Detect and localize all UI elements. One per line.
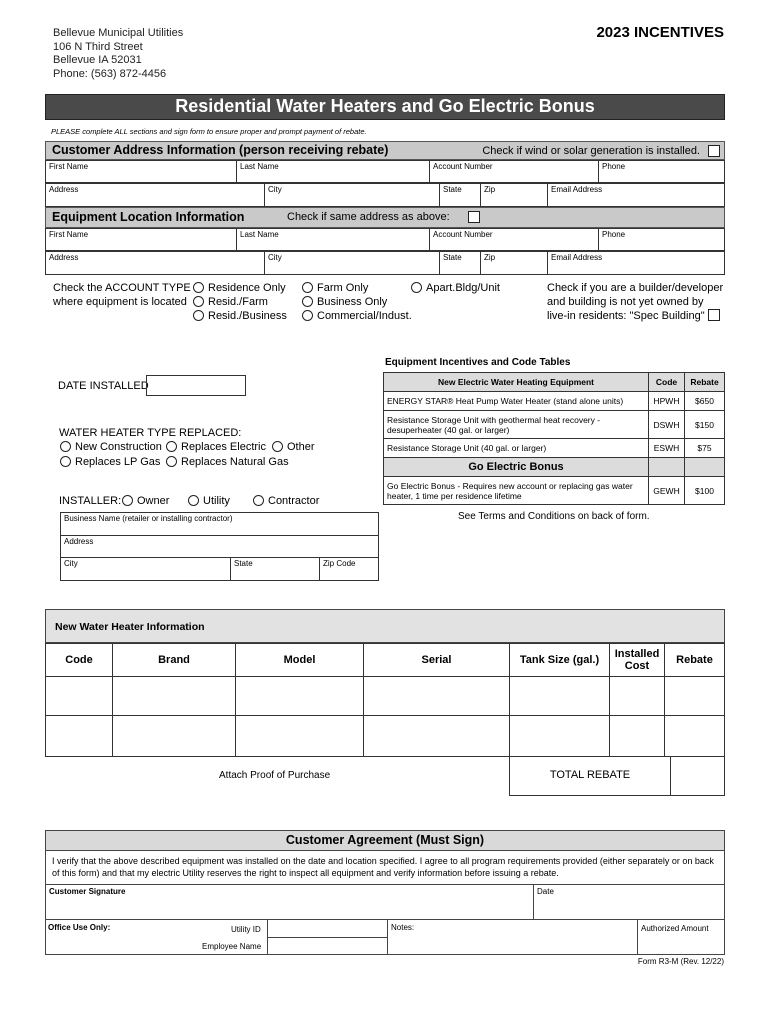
instructions-text: PLEASE complete ALL sections and sign form to ensure proper and prompt payment of rebate. <box>51 127 367 136</box>
incentive-header-equipment: New Electric Water Heating Equipment <box>384 373 649 392</box>
account-type-business-only[interactable] <box>302 296 387 308</box>
incentive-header-rebate: Rebate <box>685 373 725 392</box>
rebate-cell[interactable] <box>665 716 725 757</box>
option-label: Replaces LP Gas <box>75 456 161 468</box>
wind-solar-checkbox[interactable] <box>708 145 720 157</box>
option-label: Resid./Business <box>208 310 287 322</box>
customer-address-header <box>45 141 725 160</box>
heater-type-replaces-lp-gas[interactable] <box>60 456 160 468</box>
option-label: Residence Only <box>208 282 286 294</box>
incentive-row <box>384 477 725 505</box>
incentive-table-title: Equipment Incentives and Code Tables <box>385 357 571 368</box>
field-label: Address <box>64 537 94 546</box>
installed-cost-cell[interactable] <box>610 677 665 716</box>
utility-id-label: Utility ID <box>231 925 261 934</box>
notes-field[interactable] <box>387 920 638 955</box>
option-label: Commercial/Indust. <box>317 310 412 322</box>
customer-phone-field[interactable] <box>598 160 725 183</box>
field-label: Email Address <box>551 253 603 262</box>
authorized-amount-label: Authorized Amount <box>641 924 709 933</box>
radio-icon <box>253 495 264 506</box>
spec-building-line: Check if you are a builder/developer <box>547 282 724 294</box>
same-address-check-label: Check if same address as above: <box>287 211 450 223</box>
heater-type-replaces-natural-gas[interactable] <box>166 456 289 468</box>
field-label: City <box>268 253 282 262</box>
option-label: Owner <box>137 495 170 507</box>
brand-cell[interactable] <box>113 716 236 757</box>
spec-building-label <box>547 281 723 323</box>
account-type-label-line: Check the ACCOUNT TYPE <box>53 282 191 294</box>
column-installed-cost: Installed Cost <box>610 644 665 677</box>
radio-icon <box>166 441 177 452</box>
brand-cell[interactable] <box>113 677 236 716</box>
form-number: Form R3-M (Rev. 12/22) <box>637 957 724 966</box>
account-type-label-line: where equipment is located <box>53 296 187 308</box>
radio-icon <box>193 282 204 293</box>
field-label: Last Name <box>240 162 279 171</box>
field-label: First Name <box>49 230 89 239</box>
field-label: State <box>443 253 462 262</box>
account-type-label <box>53 281 191 309</box>
radio-icon <box>302 310 313 321</box>
field-label: Account Number <box>433 230 493 239</box>
option-label: Replaces Electric <box>181 441 266 453</box>
option-label: Farm Only <box>317 282 369 294</box>
incentive-desc: Resistance Storage Unit with geothermal heat recovery - desuperheater (40 gal. or larger) <box>384 411 649 439</box>
incentive-code: HPWH <box>649 392 685 411</box>
location-phone-field[interactable] <box>598 228 725 251</box>
utility-id-input[interactable] <box>267 920 388 938</box>
column-code: Code <box>46 644 113 677</box>
form-title: Residential Water Heaters and Go Electric Bonus <box>45 94 725 120</box>
radio-icon <box>60 456 71 467</box>
option-label: Utility <box>203 495 230 507</box>
proof-of-purchase-note: Attach Proof of Purchase <box>219 770 331 781</box>
same-address-checkbox[interactable] <box>468 211 480 223</box>
installer-contractor[interactable] <box>253 495 319 507</box>
bonus-header-blank <box>685 458 725 477</box>
incentive-rebate: $150 <box>685 411 725 439</box>
radio-icon <box>272 441 283 452</box>
field-label: Zip <box>484 185 496 194</box>
field-label: Zip Code <box>323 559 356 568</box>
radio-icon <box>302 282 313 293</box>
field-label: State <box>234 559 253 568</box>
office-use-label: Office Use Only: <box>48 923 111 932</box>
customer-state-field[interactable] <box>439 183 481 207</box>
agreement-heading: Customer Agreement (Must Sign) <box>45 830 725 851</box>
total-rebate-label: TOTAL REBATE <box>509 757 671 796</box>
spec-building-checkbox[interactable] <box>708 309 720 321</box>
radio-icon <box>188 495 199 506</box>
model-cell[interactable] <box>236 677 364 716</box>
customer-last-name-field[interactable] <box>236 160 430 183</box>
org-phone: Phone: (563) 872-4456 <box>53 67 167 80</box>
field-label: City <box>268 185 282 194</box>
radio-icon <box>302 296 313 307</box>
spec-building-line: live-in residents: "Spec Building" <box>547 310 705 322</box>
table-row <box>46 677 725 716</box>
business-name-field[interactable] <box>60 512 379 536</box>
column-model: Model <box>236 644 364 677</box>
account-type-resid-business[interactable] <box>193 310 287 322</box>
option-label: Apart.Bldg/Unit <box>426 282 500 294</box>
customer-address-field[interactable] <box>45 183 265 207</box>
new-heater-header <box>45 609 725 643</box>
incentive-rebate: $100 <box>685 477 725 505</box>
field-label: State <box>443 185 462 194</box>
bonus-header-blank <box>649 458 685 477</box>
location-address-field[interactable] <box>45 251 265 275</box>
new-heater-table <box>45 643 725 757</box>
org-address-block <box>53 27 183 81</box>
org-name: Bellevue Municipal Utilities <box>53 27 184 39</box>
incentive-desc: ENERGY STAR® Heat Pump Water Heater (stand alone units) <box>384 392 649 411</box>
account-type-resid-farm[interactable] <box>193 296 268 308</box>
field-label: Last Name <box>240 230 279 239</box>
column-tank-size: Tank Size (gal.) <box>510 644 610 677</box>
rebate-cell[interactable] <box>665 677 725 716</box>
incentive-row <box>384 392 725 411</box>
spec-building-line: and building is not yet owned by <box>547 296 704 308</box>
incentive-rebate: $75 <box>685 439 725 458</box>
column-brand: Brand <box>113 644 236 677</box>
radio-icon <box>411 282 422 293</box>
date-installed-input[interactable] <box>146 375 246 396</box>
serial-cell[interactable] <box>364 716 510 757</box>
customer-city-field[interactable] <box>264 183 440 207</box>
field-label: Address <box>49 185 79 194</box>
account-type-apartment[interactable] <box>411 282 500 294</box>
column-serial: Serial <box>364 644 510 677</box>
field-label: First Name <box>49 162 89 171</box>
radio-icon <box>193 296 204 307</box>
org-street: 106 N Third Street <box>53 40 143 53</box>
field-label: Date <box>537 887 554 896</box>
installer-zip-field[interactable] <box>319 557 379 581</box>
field-label: Customer Signature <box>49 887 126 896</box>
field-label: Address <box>49 253 79 262</box>
field-label: Email Address <box>551 185 603 194</box>
incentive-code: ESWH <box>649 439 685 458</box>
account-type-commercial[interactable] <box>302 310 412 322</box>
customer-email-field[interactable] <box>547 183 725 207</box>
total-rebate-input[interactable] <box>670 757 725 796</box>
code-cell[interactable] <box>46 677 113 716</box>
account-type-farm-only[interactable] <box>302 282 368 294</box>
incentive-code: GEWH <box>649 477 685 505</box>
option-label: Resid./Farm <box>208 296 268 308</box>
model-cell[interactable] <box>236 716 364 757</box>
radio-icon <box>193 310 204 321</box>
column-rebate: Rebate <box>665 644 725 677</box>
option-label: Other <box>287 441 315 453</box>
new-heater-heading: New Water Heater Information <box>55 621 205 633</box>
employee-name-input[interactable] <box>267 937 388 955</box>
installed-cost-cell[interactable] <box>610 716 665 757</box>
option-label: Replaces Natural Gas <box>181 456 289 468</box>
equipment-location-header <box>45 207 725 228</box>
incentive-desc: Go Electric Bonus - Requires new account or replacing gas water heater, 1 time per residence lifetime <box>384 477 649 505</box>
field-label: Phone <box>602 230 626 239</box>
incentive-row <box>384 411 725 439</box>
field-label: Phone <box>602 162 626 171</box>
field-label: City <box>64 559 78 568</box>
location-email-field[interactable] <box>547 251 725 275</box>
account-type-residence-only[interactable] <box>193 282 286 294</box>
incentive-row <box>384 439 725 458</box>
tank-size-cell[interactable] <box>510 677 610 716</box>
installer-state-field[interactable] <box>230 557 320 581</box>
installer-label: INSTALLER: <box>59 495 122 507</box>
location-zip-field[interactable] <box>480 251 548 275</box>
field-label: Zip <box>484 253 496 262</box>
incentive-header-code: Code <box>649 373 685 392</box>
installer-address-field[interactable] <box>60 535 379 558</box>
code-cell[interactable] <box>46 716 113 757</box>
field-label: Notes: <box>391 923 415 932</box>
installer-city-field[interactable] <box>60 557 231 581</box>
option-label: New Construction <box>75 441 162 453</box>
customer-zip-field[interactable] <box>480 183 548 207</box>
location-last-name-field[interactable] <box>236 228 430 251</box>
option-label: Contractor <box>268 495 320 507</box>
radio-icon <box>122 495 133 506</box>
radio-icon <box>166 456 177 467</box>
heater-type-label: WATER HEATER TYPE REPLACED: <box>59 427 242 439</box>
wind-solar-check-label: Check if wind or solar generation is installed. <box>482 145 700 157</box>
signature-date-field[interactable] <box>533 885 725 920</box>
location-account-number-field[interactable] <box>429 228 599 251</box>
location-city-field[interactable] <box>264 251 440 275</box>
radio-icon <box>60 441 71 452</box>
table-row <box>46 716 725 757</box>
incentive-rebate: $650 <box>685 392 725 411</box>
employee-name-label: Employee Name <box>202 942 262 951</box>
go-electric-bonus-header: Go Electric Bonus <box>384 458 649 477</box>
customer-address-heading: Customer Address Information (person receiving rebate) <box>52 143 389 157</box>
serial-cell[interactable] <box>364 677 510 716</box>
incentive-desc: Resistance Storage Unit (40 gal. or larger) <box>384 439 649 458</box>
heater-type-other[interactable] <box>272 441 315 453</box>
customer-signature-field[interactable] <box>45 885 534 920</box>
customer-first-name-field[interactable] <box>45 160 237 183</box>
incentive-table <box>383 372 725 505</box>
terms-note: See Terms and Conditions on back of form. <box>458 511 650 522</box>
installer-utility[interactable] <box>188 495 230 507</box>
heater-type-replaces-electric[interactable] <box>166 441 266 453</box>
equipment-location-heading: Equipment Location Information <box>52 210 245 224</box>
option-label: Business Only <box>317 296 388 308</box>
heater-type-new-construction[interactable] <box>60 441 162 453</box>
incentives-year: 2023 INCENTIVES <box>596 24 724 41</box>
location-first-name-field[interactable] <box>45 228 237 251</box>
org-city: Bellevue IA 52031 <box>53 54 142 66</box>
field-label: Account Number <box>433 162 493 171</box>
customer-account-number-field[interactable] <box>429 160 599 183</box>
agreement-text: I verify that the above described equipment was installed on the date and location specified. I agree to all program requirements provided (either separately or on back of this form) and that my electric Utility reserves the right to inspect all equipment and verify information before issuing a rebate. <box>45 851 725 885</box>
field-label: Business Name (retailer or installing contractor) <box>64 514 233 523</box>
installer-owner[interactable] <box>122 495 169 507</box>
incentive-code: DSWH <box>649 411 685 439</box>
date-installed-label: DATE INSTALLED <box>58 380 149 392</box>
tank-size-cell[interactable] <box>510 716 610 757</box>
location-state-field[interactable] <box>439 251 481 275</box>
